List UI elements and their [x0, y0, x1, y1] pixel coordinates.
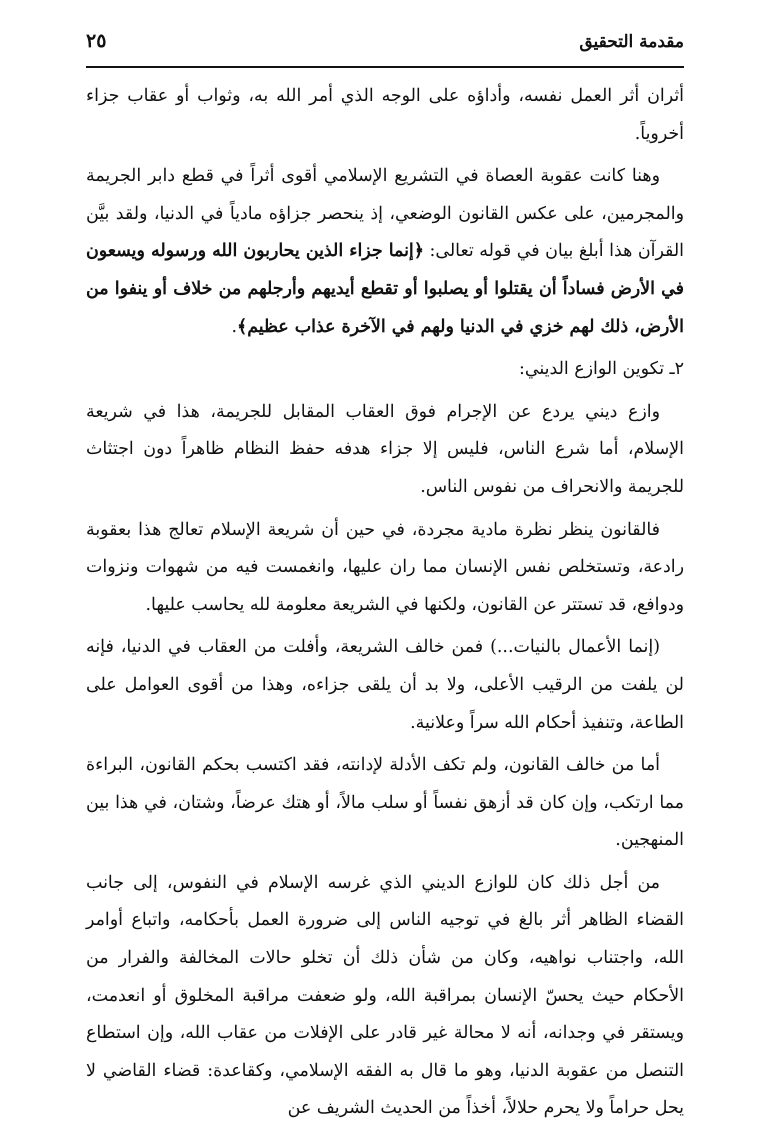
paragraph-2-end: .	[231, 316, 237, 337]
paragraph-3: وازع ديني يردع عن الإجرام فوق العقاب المقابل للجريمة، هذا في شريعة الإسلام، أما شرع الناس، فليس إلا جزاء هدفه حفظ النظام ظاهراً دون اجتثاث للجريمة والانحراف من نفوس الناس.	[86, 401, 684, 497]
paragraph-4: فالقانون ينظر نظرة مادية مجردة، في حين أن شريعة الإسلام تعالج هذا بعقوبة رادعة، وتستخلص نفس الإنسان مما ران عليها، وانغمست فيه من شهوات ونزوات ودوافع، قد تستتر عن القانون، ولكنها في الشريعة معلومة لله يحاسب عليها.	[86, 519, 684, 615]
paragraph-1: أثران أثر العمل نفسه، وأداؤه على الوجه الذي أمر الله به، وثواب أو عقاب جزاء أخروياً.	[86, 86, 684, 144]
section-heading: ٢ـ تكوين الوازع الديني:	[519, 359, 684, 380]
paragraph-7: من أجل ذلك كان للوازع الديني الذي غرسه الإسلام في النفوس، إلى جانب القضاء الظاهر أثر بالغ في توجيه الناس إلى ضرورة العمل بأحكامه، واتباع أوامر الله، واجتناب نواهيه، وكان من شأن ذلك أن تخلو حالات المخالفة والفرار من الأحكام حيث يحسّ الإنسان بمراقبة الله، ولو ضعفت مراقبة المخلوق أو انعدمت، ويستقر في وجدانه، أنه لا محالة غير قادر على الإفلات من عقاب الله، وإن استطاع التنصل من عقوبة الدنيا، وهو ما قال به الفقه الإسلامي، وكقاعدة: قضاء القاضي لا يحل حراماً ولا يحرم حلالاً، أخذاً من الحديث الشريف عن	[86, 872, 684, 1119]
paragraph-2	[86, 158, 684, 346]
running-title: مقدمة التحقيق	[579, 32, 684, 52]
paragraph-5: (إنما الأعمال بالنيات...) فمن خالف الشريعة، وأفلت من العقاب في الدنيا، فإنه لن يلفت من الرقيب الأعلى، ولا بد أن يلقى جزاءه، وهذا من أقوى العوامل على الطاعة، وتنفيذ أحكام الله سراً وعلانية.	[86, 637, 684, 733]
page-header	[86, 30, 684, 68]
paragraph-6: أما من خالف القانون، ولم تكف الأدلة لإدانته، فقد اكتسب بحكم القانون، البراءة مما ارتكب، وإن كان قد أزهق نفساً أو سلب مالاً، أو هتك عرضاً، وشتان، في هذا بين المنهجين.	[86, 755, 684, 851]
header-rule	[86, 66, 684, 68]
page-body	[86, 78, 684, 1133]
quran-quote: ﴿إنما جزاء الذين يحاربون الله ورسوله ويسعون في الأرض فساداً أن يقتلوا أو يصلبوا أو تقطع أيديهم وأرجلهم من خلاف أو ينفوا من الأرض، ذلك لهم خزي في الدنيا ولهم في الآخرة عذاب عظيم﴾	[86, 241, 684, 337]
paragraph-2-text: وهنا كانت عقوبة العصاة في التشريع الإسلامي أقوى أثراً في قطع دابر الجريمة والمجرمين، على عكس القانون الوضعي، إذ ينحصر جزاؤه مادياً في الدنيا، ولقد بيَّن القرآن هذا أبلغ بيان في قوله تعالى:	[86, 166, 684, 262]
page-number: ٢٥	[86, 30, 107, 52]
